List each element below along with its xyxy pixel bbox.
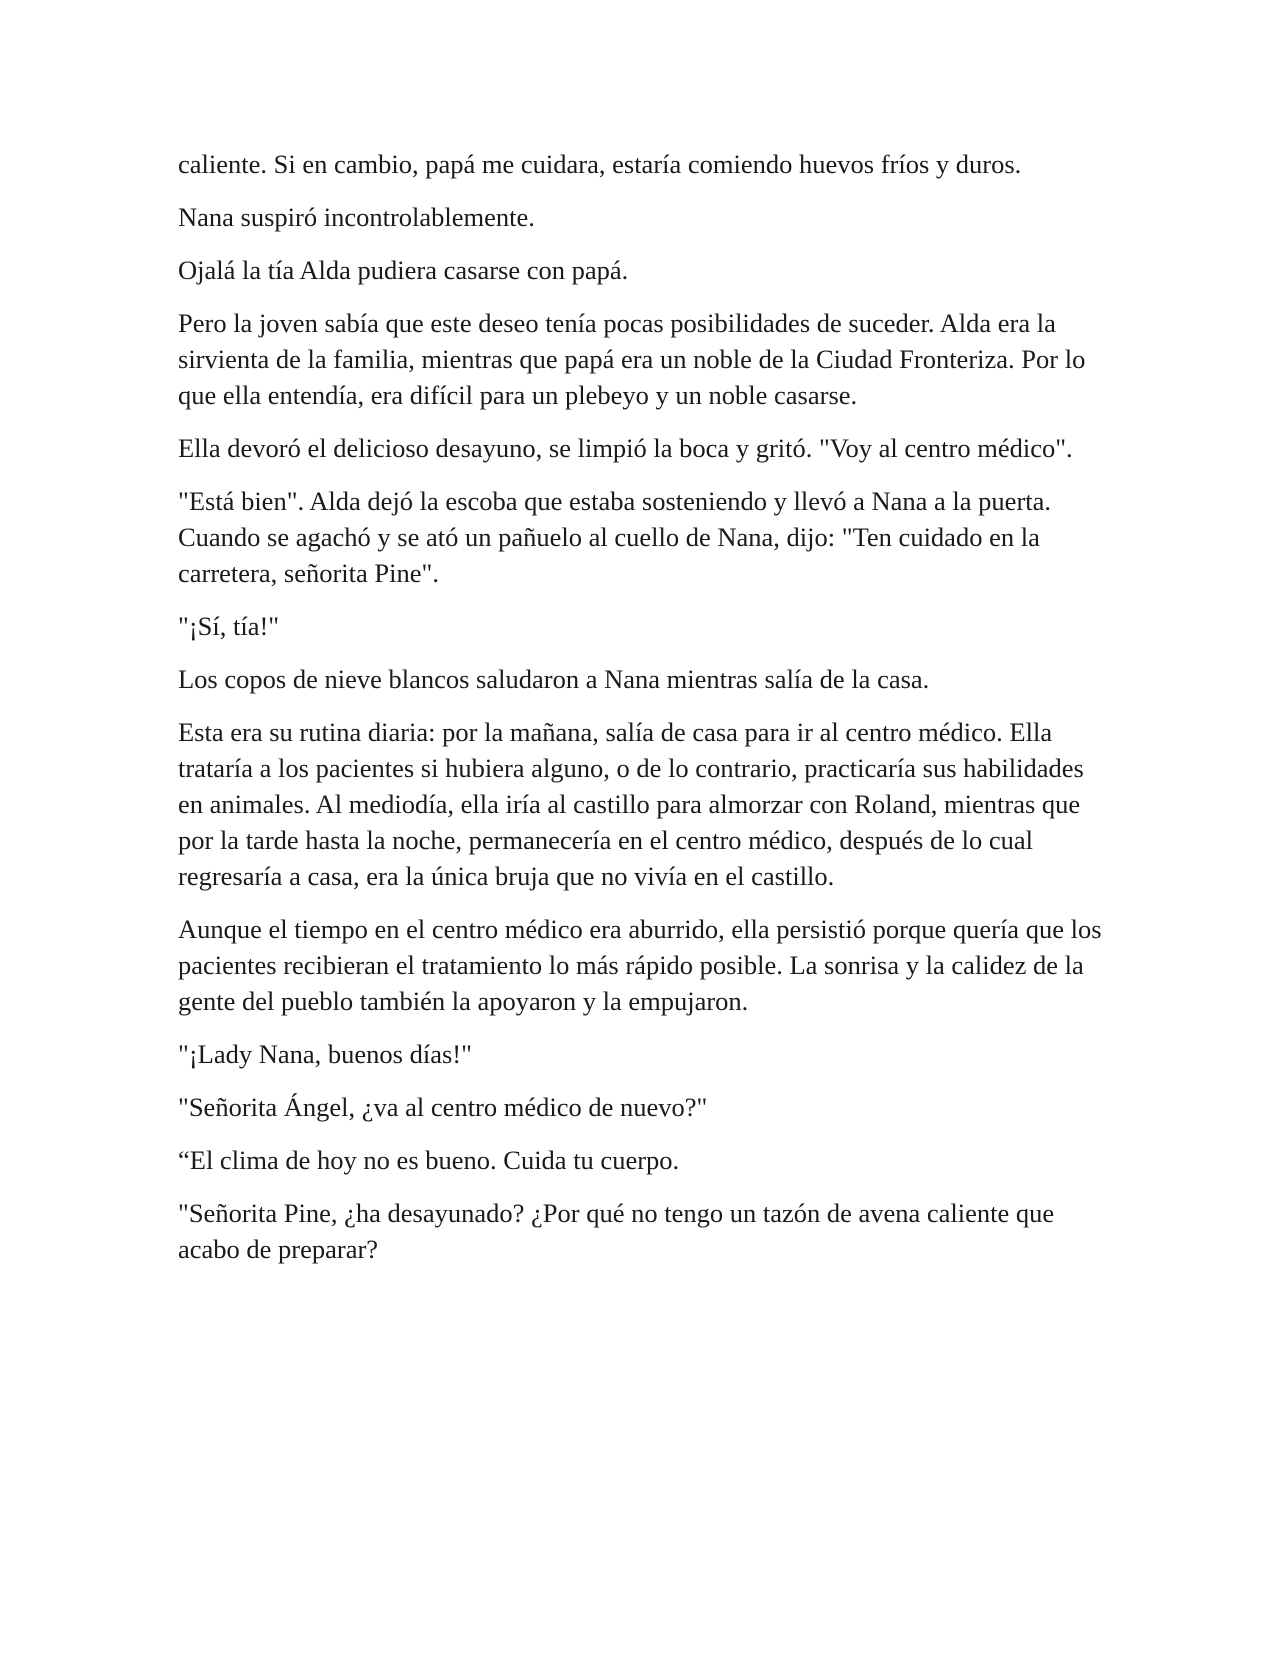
paragraph: Esta era su rutina diaria: por la mañana, salía de casa para ir al centro médico. Ella trataría a los pacientes si hubiera alguno, o de lo contrario, practicaría sus habilidades en animales. Al mediodía, ella iría al castillo para almorzar con Roland, mientras que por la tarde hasta la noche, permanecería en el centro médico, después de lo cual regresaría a casa, era la única bruja que no vivía en el castillo.	[178, 717, 1084, 891]
paragraph: Los copos de nieve blancos saludaron a Nana mientras salía de la casa.	[178, 664, 930, 694]
paragraph: Nana suspiró incontrolablemente.	[178, 202, 535, 232]
paragraph: Aunque el tiempo en el centro médico era aburrido, ella persistió porque quería que los pacientes recibieran el tratamiento lo más rápido posible. La sonrisa y la calidez de la gente del pueblo también la apoyaron y la empujaron.	[178, 914, 1102, 1016]
paragraph: "Señorita Ángel, ¿va al centro médico de nuevo?"	[178, 1092, 708, 1122]
paragraph: Ella devoró el delicioso desayuno, se limpió la boca y gritó. "Voy al centro médico".	[178, 433, 1073, 463]
paragraph: Pero la joven sabía que este deseo tenía pocas posibilidades de suceder. Alda era la sirvienta de la familia, mientras que papá era un noble de la Ciudad Fronteriza. Por lo que ella entendía, era difícil para un plebeyo y un noble casarse.	[178, 308, 1086, 410]
paragraph: "Señorita Pine, ¿ha desayunado? ¿Por qué no tengo un tazón de avena caliente que acabo de preparar?	[178, 1198, 1055, 1264]
paragraph: "¡Sí, tía!"	[178, 611, 280, 641]
paragraph: “El clima de hoy no es bueno. Cuida tu cuerpo.	[178, 1145, 680, 1175]
document-body	[178, 146, 1108, 1284]
paragraph: Ojalá la tía Alda pudiera casarse con papá.	[178, 255, 629, 285]
paragraph: "Está bien". Alda dejó la escoba que estaba sosteniendo y llevó a Nana a la puerta. Cuando se agachó y se ató un pañuelo al cuello de Nana, dijo: "Ten cuidado en la carretera, señorita Pine".	[178, 486, 1052, 588]
paragraph: caliente. Si en cambio, papá me cuidara, estaría comiendo huevos fríos y duros.	[178, 149, 1022, 179]
paragraph: "¡Lady Nana, buenos días!"	[178, 1039, 472, 1069]
